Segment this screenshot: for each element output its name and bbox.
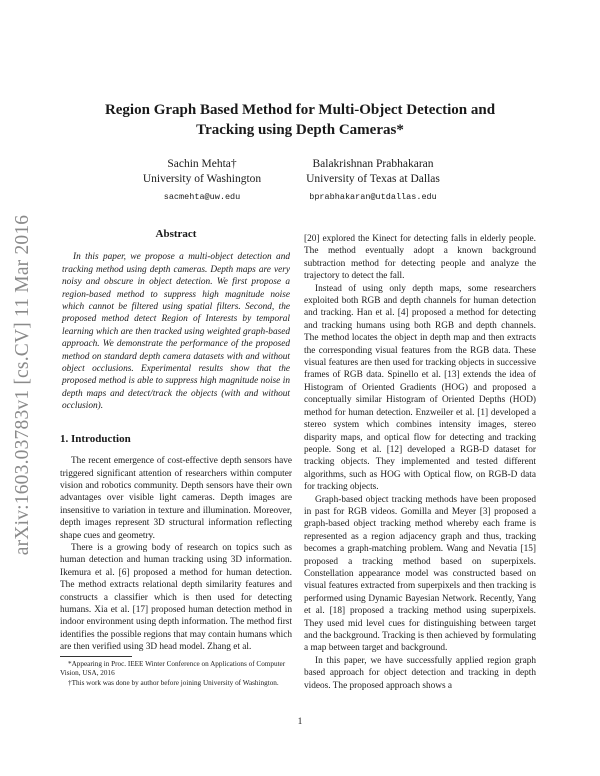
intro-paragraph: There is a growing body of research on topics such as human detection and human tracking using 3D information. Ikemura et al. [6] proposed a method for human detection. The method extracts relational depth similarity features and constructs a classifier which is then used for detecting humans. Xia et al. [17] proposed human detection method in indoor environment using depth information. The method first identifies the possible regions that may contain humans which are then verified using 3D head model. Zhang et al. <box>60 542 292 653</box>
arxiv-id: arXiv:1603.03783v1 [cs.CV] 11 Mar 2016 <box>12 214 33 556</box>
footnotes <box>60 660 292 688</box>
author-block-2 <box>258 157 488 205</box>
body-paragraph: [20] explored the Kinect for detecting falls in elderly people. The method eventually adopt a known background subtraction method for detecting people and analyze the trajectory to detect the fall. <box>304 234 536 282</box>
title-line-1: Region Graph Based Method for Multi-Object Detection and <box>104 102 496 118</box>
author-affiliation: University of Texas at Dallas <box>306 173 440 185</box>
section-heading-introduction: 1. Introduction <box>60 432 131 445</box>
author-email: sacmehta@uw.edu <box>163 192 241 202</box>
left-column <box>60 226 292 654</box>
body-paragraph: Instead of using only depth maps, some researchers exploited both RGB and depth channels for human detection and tracking. Han et al. [4] proposed a method for detecting and tracking humans using both RGB and depth channels. The method locates the object in depth map and then extracts the corresponding visual features from the RGB data. These visual features are then used for tracking objects in successive frames of RGB data. Spinello et al. [13] extends the idea of Histogram of Oriented Gradients (HOG) and proposed a conceptually similar Histogram of Oriented Depths (HOD) method for human detection. Enzweiler et al. [1] developed a stereo system which combines intensity images, stereo disparity maps, and optical flow for detecting and tracking people. Song et al. [12] developed a RGB-D dataset for tracking objects. They implemented and tested different algorithms, such as HOG with Optical flow, on RGB-D data for tracking objects. <box>304 283 536 493</box>
author-email: bprabhakaran@utdallas.edu <box>309 192 437 202</box>
footnote-affiliation: †This work was done by author before joining University of Washington. <box>68 678 279 687</box>
abstract-heading: Abstract <box>155 228 197 240</box>
author-name: Balakrishnan Prabhakaran <box>312 158 434 170</box>
intro-paragraph: The recent emergence of cost-effective depth sensors have triggered significant attention of researchers within computer vision and robotics community. Depth sensors have their own advantages over visible light cameras. Depth images are insensitive to variation in texture and illumination. Moreover, depth images represent 3D structural information reflecting shape cues and geometry. <box>60 456 292 541</box>
title-line-2: Tracking using Depth Cameras* <box>196 122 404 138</box>
body-paragraph: Graph-based object tracking methods have been proposed in past for RGB videos. Gomilla and Meyer [3] proposed a graph-based object tracking method whereby each frame is represented as a region adjacency graph and thus, tracking becomes a graph-matching problem. Wang and Nevatia [15] proposed a tracking method based on superpixels. Constellation appearance model was constructed based on visual features extracted from superpixels and then tracking is performed using Dynamic Bayesian Network. Recently, Yang et al. [18] proposed a tracking method using superpixels. They used mid level cues for distinguishing between target and the background. Tracking is then achieved by formulating a map between target and background. <box>304 494 536 654</box>
author-name: Sachin Mehta† <box>167 158 237 170</box>
arxiv-stamp <box>8 200 38 570</box>
abstract-text: In this paper, we propose a multi-object detection and tracking method using depth cameras. Depth maps are very noisy and obscure in object detection. We first propose a region-based method to suppress high magnitude noise which cannot be filtered using spatial filters. Second, the proposed method detect Region of Interests by temporal learning which are then tracked using weighted graph-based approach. We demonstrate the performance of the proposed method on standard depth camera datasets with and without object occlusions. Experimental results show that the proposed method is able to suppress high magnitude noise in depth maps and detect/track the objects (with and without occlusion). <box>62 252 290 412</box>
page-number: 1 <box>297 717 303 727</box>
body-paragraph: In this paper, we have successfully applied region graph based approach for object detection and tracking in depth videos. The proposed approach shows a <box>304 655 536 691</box>
footnote-venue: *Appearing in Proc. IEEE Winter Conference on Applications of Computer Vision, USA, 2016 <box>60 660 286 678</box>
right-column <box>304 233 536 692</box>
author-affiliation: University of Washington <box>142 173 262 185</box>
paper-title <box>60 100 540 140</box>
footnote-rule <box>60 656 132 657</box>
